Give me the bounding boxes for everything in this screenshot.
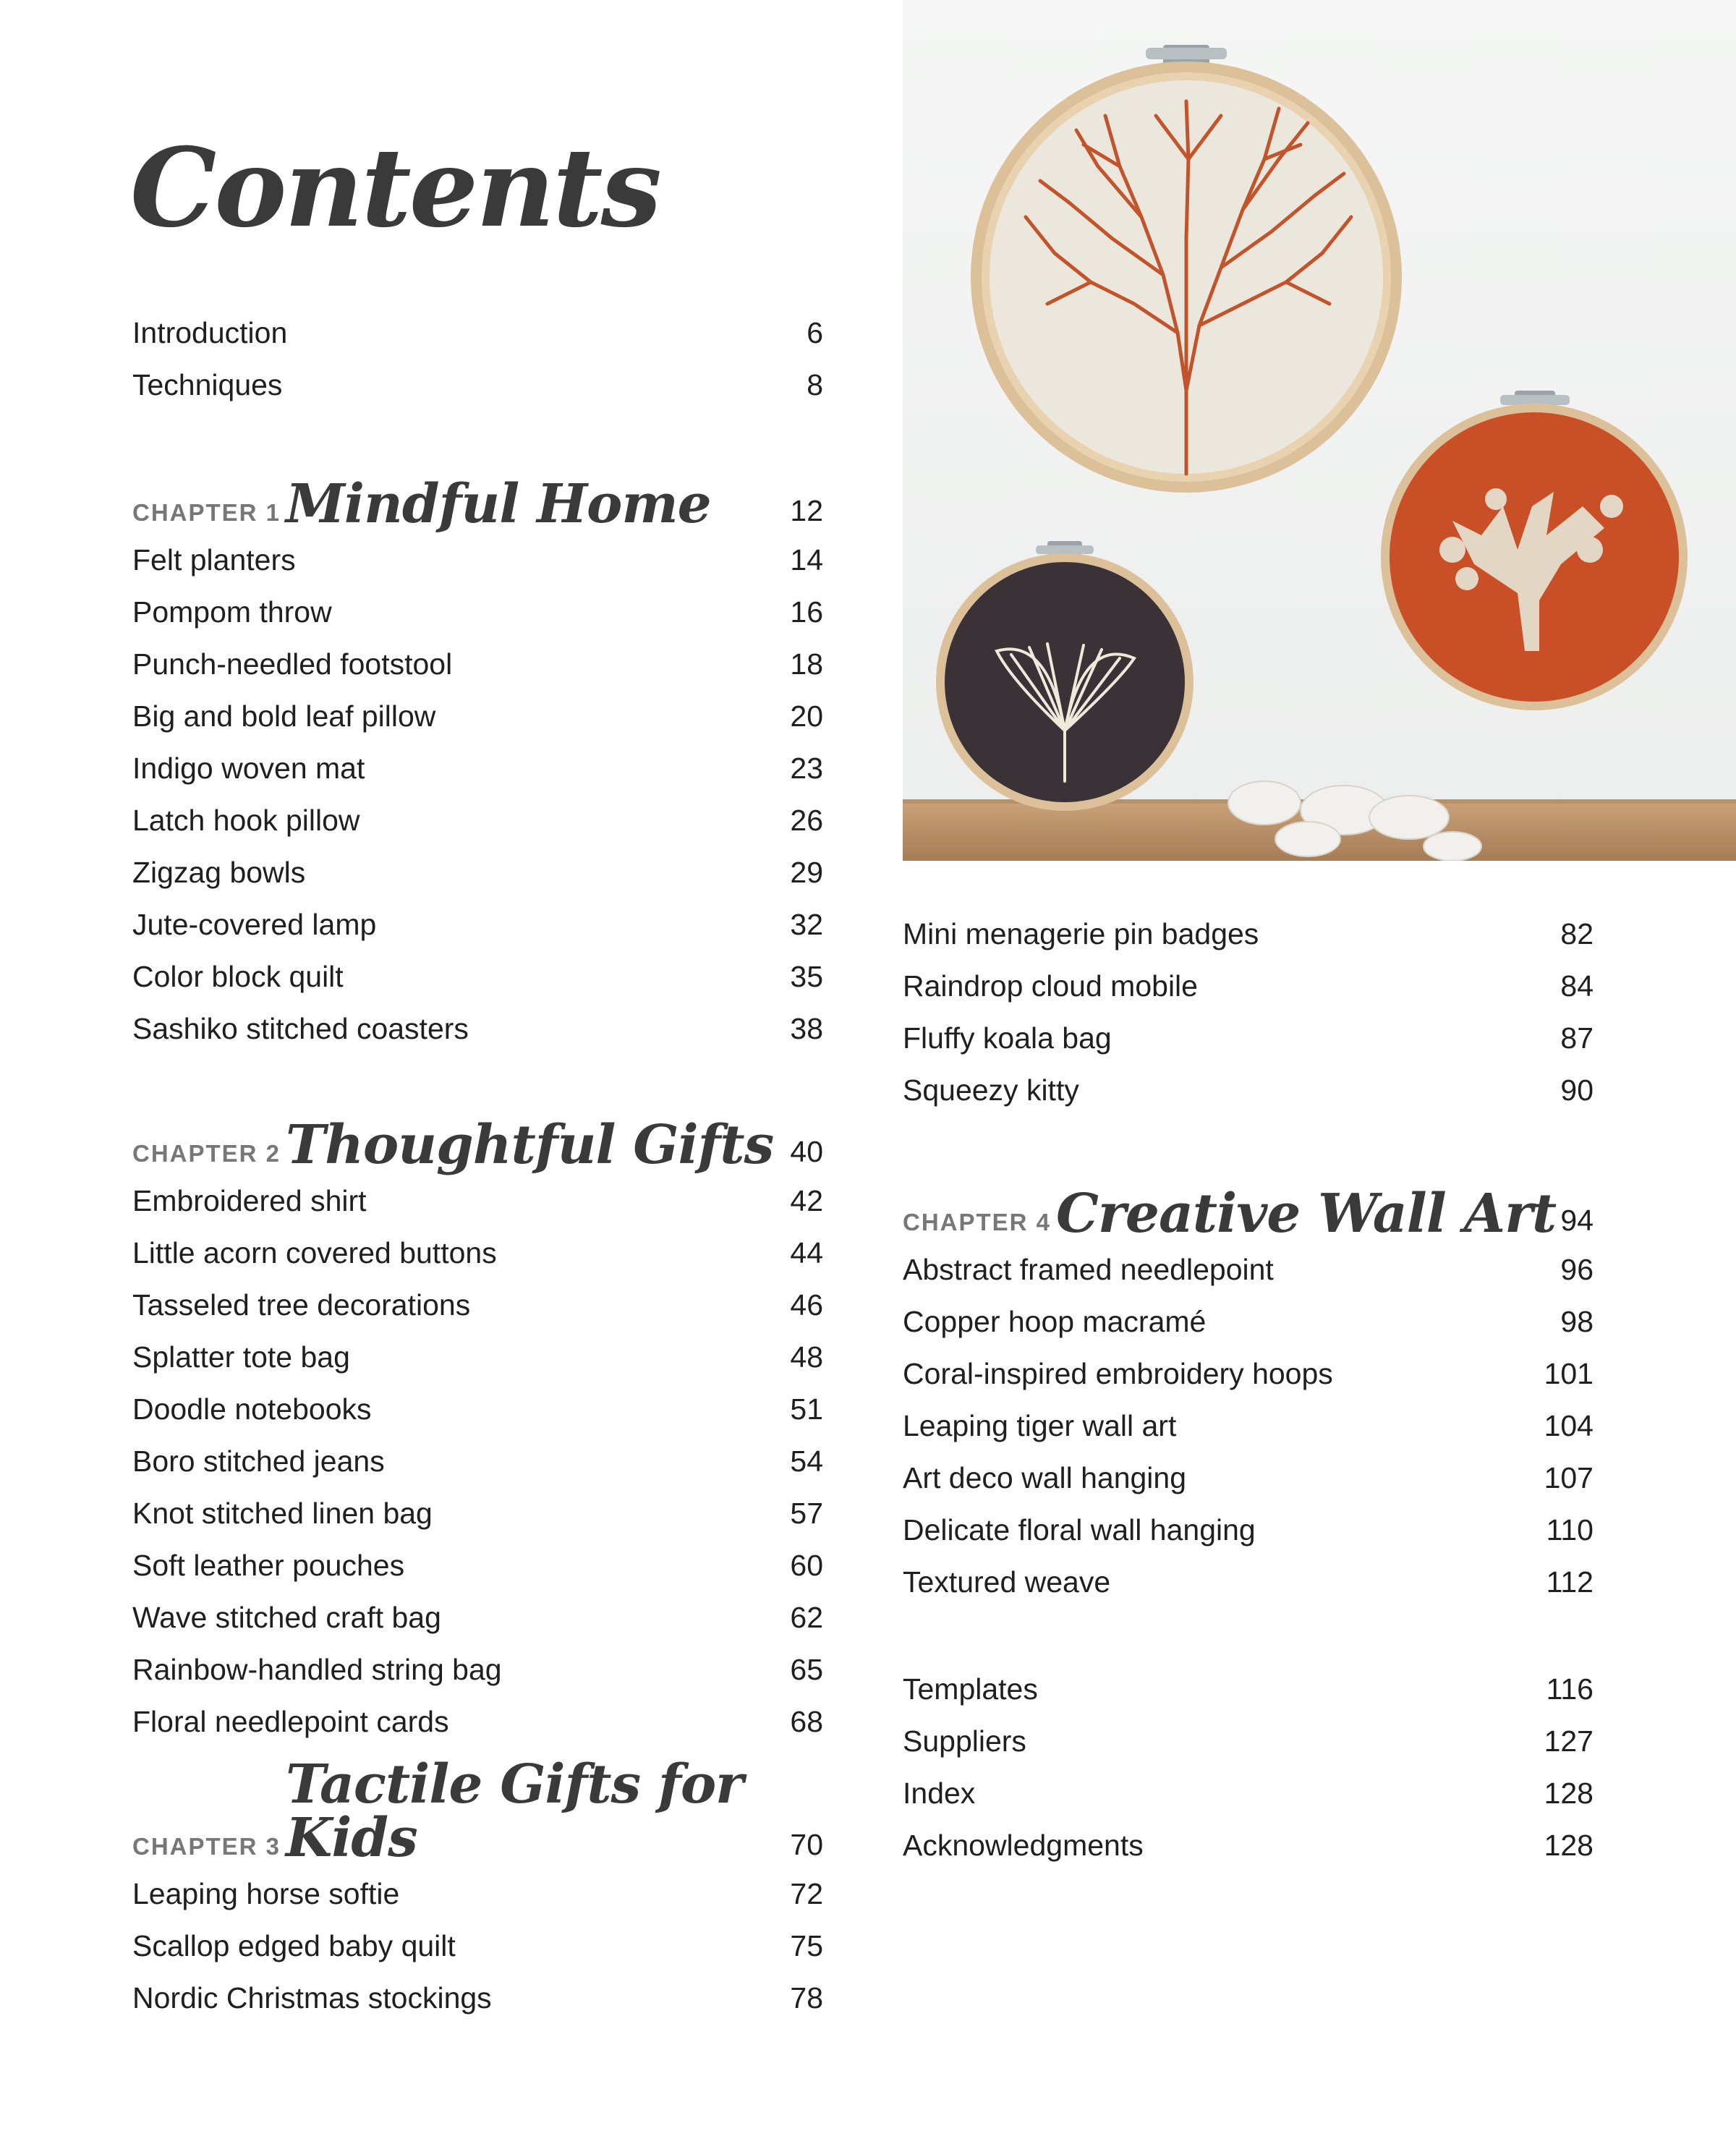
toc-entry-page: 54 [790,1445,823,1478]
toc-entry-page: 38 [790,1012,823,1045]
toc-entry-title: Punch-needled footstool [132,647,453,681]
toc-entry-title: Indigo woven mat [132,752,365,785]
toc-entry[interactable] [132,1539,823,1591]
toc-entry-title: Templates [903,1672,1038,1706]
toc-entry-page: 65 [790,1653,823,1686]
chapter-2-section [132,1102,823,1748]
toc-entry-title: Textured weave [903,1565,1111,1599]
chapter-4-section [903,1171,1594,1608]
toc-entry[interactable] [132,1227,823,1279]
toc-entry[interactable] [903,1819,1594,1871]
toc-entry-page: 68 [790,1705,823,1738]
toc-entry-page: 116 [1546,1672,1594,1706]
front-matter-section [132,307,823,411]
toc-entry-page: 90 [1560,1073,1594,1107]
toc-entry-page: 98 [1560,1305,1594,1338]
toc-entry-page: 128 [1544,1777,1594,1810]
toc-entry-title: Little acorn covered buttons [132,1236,497,1269]
toc-entry-title: Sashiko stitched coasters [132,1012,469,1045]
toc-entry-title: Big and bold leaf pillow [132,699,436,733]
toc-entry[interactable] [132,1643,823,1696]
back-matter-section [903,1663,1594,1871]
chapter-3-section [132,1753,823,2024]
toc-entry[interactable] [903,1556,1594,1608]
toc-entry-title: Leaping horse softie [132,1877,400,1910]
toc-entry[interactable] [132,846,823,898]
toc-entry-title: Tasseled tree decorations [132,1288,471,1322]
toc-entry-title: Techniques [132,368,283,401]
toc-entry[interactable] [903,908,1594,960]
chapter-page: 70 [790,1828,823,1861]
toc-entry-title: Suppliers [903,1724,1026,1758]
contents-left-column [132,307,823,2024]
chapter-label: CHAPTER 2 [132,1140,281,1167]
toc-entry[interactable] [132,1435,823,1487]
toc-entry[interactable] [132,742,823,794]
toc-entry-page: 57 [790,1497,823,1530]
toc-entry[interactable] [132,1003,823,1055]
toc-entry[interactable] [903,1400,1594,1452]
chapter-heading[interactable] [903,1171,1594,1243]
toc-entry[interactable] [903,1296,1594,1348]
toc-entry-title: Squeezy kitty [903,1073,1079,1107]
toc-entry-page: 128 [1544,1829,1594,1862]
toc-entry[interactable] [903,1663,1594,1715]
toc-entry-page: 72 [790,1877,823,1910]
toc-entry-title: Raindrop cloud mobile [903,969,1198,1003]
toc-entry-title: Doodle notebooks [132,1392,372,1426]
toc-entry[interactable] [903,1243,1594,1296]
toc-entry-page: 75 [790,1929,823,1962]
toc-entry-page: 60 [790,1549,823,1582]
toc-entry[interactable] [132,534,823,586]
toc-entry-page: 127 [1544,1724,1594,1758]
toc-entry[interactable] [132,950,823,1003]
toc-entry-page: 8 [807,368,823,401]
toc-entry[interactable] [132,1383,823,1435]
toc-entry[interactable] [132,1331,823,1383]
toc-entry-page: 44 [790,1236,823,1269]
toc-entry[interactable] [132,1868,823,1920]
chapter-heading[interactable] [132,1753,823,1869]
toc-entry-title: Wave stitched craft bag [132,1601,441,1634]
chapter-heading[interactable] [132,1102,823,1175]
toc-entry[interactable] [903,1348,1594,1400]
toc-entry[interactable] [132,1591,823,1643]
chapter-3-continued-section [903,908,1594,1116]
toc-entry-page: 62 [790,1601,823,1634]
chapter-label: CHAPTER 1 [132,499,281,526]
toc-entry-page: 32 [790,908,823,941]
toc-entry[interactable] [132,586,823,638]
toc-entry-title: Felt planters [132,543,296,577]
toc-entry-title: Boro stitched jeans [132,1445,385,1478]
hoops-illustration [903,0,1736,861]
toc-entry-page: 84 [1560,969,1594,1003]
toc-entry-page: 112 [1546,1565,1594,1599]
toc-entry-title: Embroidered shirt [132,1184,367,1217]
chapter-name: Thoughtful Gifts [286,1114,774,1176]
toc-entry[interactable] [132,898,823,950]
toc-entry-title: Jute-covered lamp [132,908,377,941]
toc-entry[interactable] [903,960,1594,1012]
toc-entry-title: Rainbow-handled string bag [132,1653,502,1686]
toc-entry-title: Acknowledgments [903,1829,1144,1862]
toc-entry-page: 78 [790,1981,823,2015]
toc-entry-page: 20 [790,699,823,733]
toc-entry-page: 104 [1544,1409,1594,1442]
toc-entry-page: 16 [790,595,823,629]
toc-entry[interactable] [132,638,823,690]
toc-entry-page: 46 [790,1288,823,1322]
toc-entry-title: Index [903,1777,976,1810]
toc-entry[interactable] [132,359,823,411]
toc-entry-page: 26 [790,804,823,837]
chapter-name: Mindful Home [286,473,711,535]
toc-entry-title: Soft leather pouches [132,1549,405,1582]
toc-entry-page: 96 [1560,1253,1594,1286]
toc-entry-title: Introduction [132,316,288,349]
chapter-page: 40 [790,1135,823,1168]
toc-entry-page: 51 [790,1392,823,1426]
toc-entry[interactable] [132,1487,823,1539]
toc-entry-title: Coral-inspired embroidery hoops [903,1357,1333,1390]
chapter-page: 12 [790,494,823,527]
chapter-name: Tactile Gifts for Kids [286,1753,744,1869]
toc-entry[interactable] [903,1064,1594,1116]
chapter-1-section [132,461,823,1055]
toc-entry-title: Abstract framed needlepoint [903,1253,1274,1286]
chapter-label: CHAPTER 4 [903,1209,1052,1235]
toc-entry-page: 35 [790,960,823,993]
toc-entry[interactable] [903,1767,1594,1819]
toc-entry-page: 82 [1560,917,1594,950]
toc-entry-page: 14 [790,543,823,577]
toc-entry[interactable] [132,1972,823,2024]
toc-entry[interactable] [132,1279,823,1331]
chapter-heading[interactable] [132,461,823,534]
chapter-name: Creative Wall Art [1056,1183,1557,1245]
toc-entry-title: Art deco wall hanging [903,1461,1187,1494]
toc-entry-page: 23 [790,752,823,785]
toc-entry-page: 42 [790,1184,823,1217]
chapter-page: 94 [1560,1204,1594,1237]
toc-entry-title: Pompom throw [132,595,332,629]
toc-entry-title: Copper hoop macramé [903,1305,1207,1338]
page-title: Contents [130,124,660,252]
toc-entry[interactable] [132,794,823,846]
toc-entry[interactable] [132,1920,823,1972]
toc-entry[interactable] [132,1696,823,1748]
toc-entry-page: 48 [790,1340,823,1374]
toc-entry-title: Knot stitched linen bag [132,1497,433,1530]
toc-entry-title: Color block quilt [132,960,344,993]
toc-entry-title: Nordic Christmas stockings [132,1981,492,2015]
toc-entry-page: 101 [1544,1357,1594,1390]
toc-entry[interactable] [903,1012,1594,1064]
toc-entry[interactable] [903,1452,1594,1504]
toc-entry-page: 110 [1546,1513,1594,1547]
toc-entry-title: Delicate floral wall hanging [903,1513,1256,1547]
toc-entry[interactable] [132,1175,823,1227]
chapter-label: CHAPTER 3 [132,1833,281,1860]
toc-entry-title: Leaping tiger wall art [903,1409,1177,1442]
toc-entry[interactable] [132,690,823,742]
toc-entry-page: 107 [1544,1461,1594,1494]
toc-entry-title: Floral needlepoint cards [132,1705,449,1738]
embroidery-hoops-photo [903,0,1736,861]
toc-entry[interactable] [903,1715,1594,1767]
toc-entry-title: Scallop edged baby quilt [132,1929,456,1962]
toc-entry[interactable] [903,1504,1594,1556]
toc-entry-page: 87 [1560,1021,1594,1055]
toc-entry-page: 6 [807,316,823,349]
toc-entry[interactable] [132,307,823,359]
toc-entry-title: Latch hook pillow [132,804,360,837]
toc-entry-title: Mini menagerie pin badges [903,917,1259,950]
toc-entry-page: 29 [790,856,823,889]
toc-entry-title: Splatter tote bag [132,1340,350,1374]
toc-entry-title: Fluffy koala bag [903,1021,1112,1055]
toc-entry-title: Zigzag bowls [132,856,306,889]
toc-entry-page: 18 [790,647,823,681]
contents-right-column [903,908,1594,1871]
